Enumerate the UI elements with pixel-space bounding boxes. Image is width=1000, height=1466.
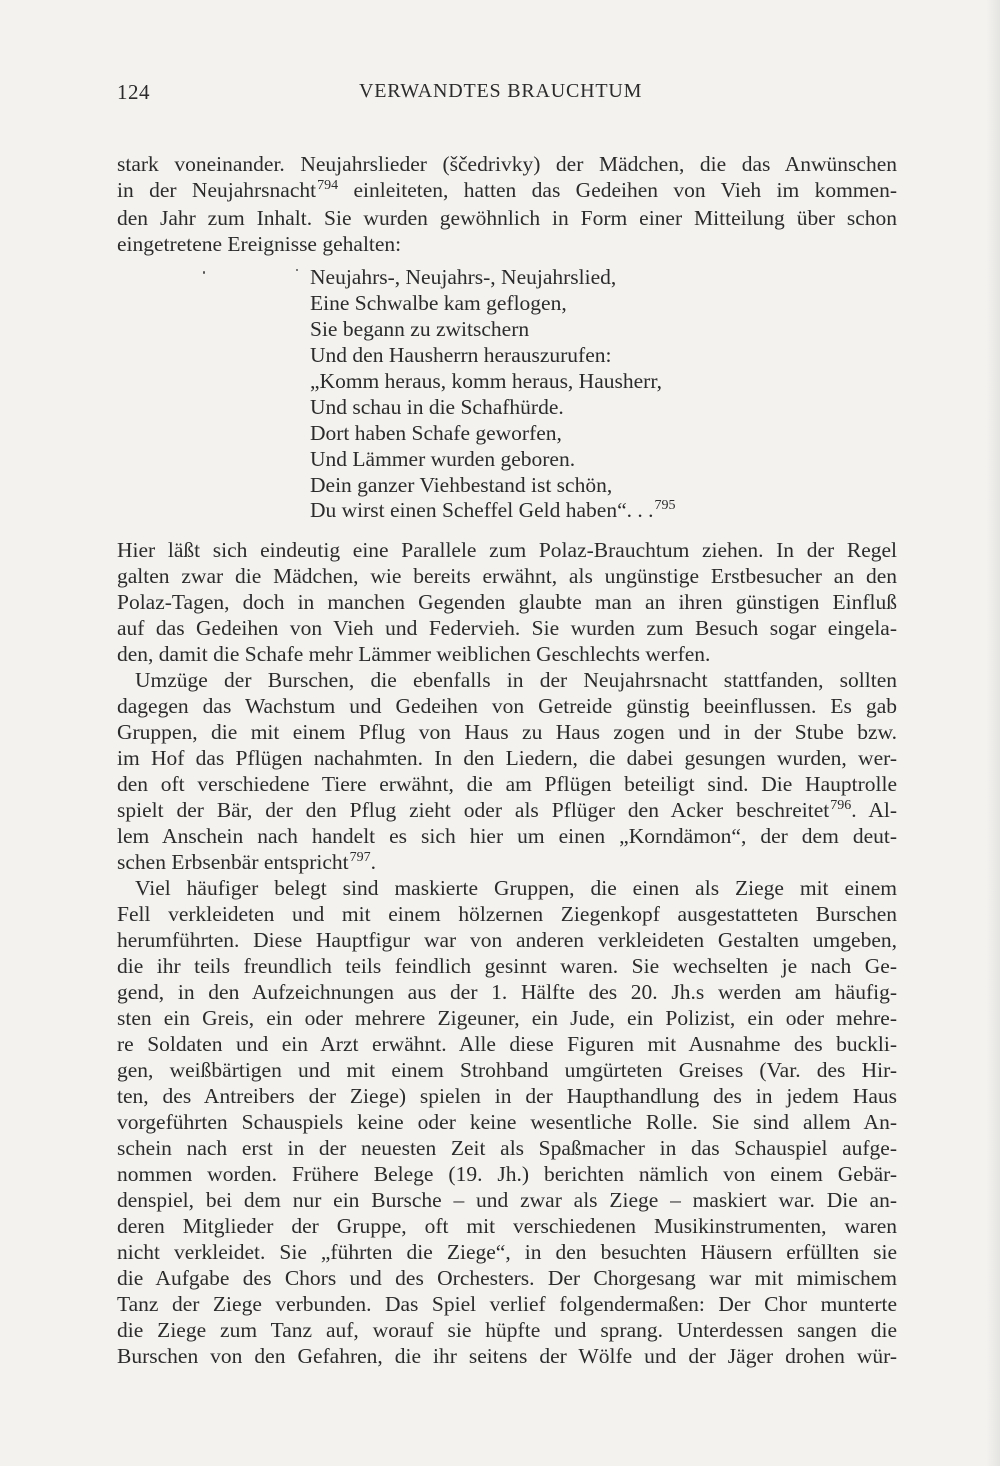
text-line: Umzüge der Burschen, die ebenfalls in der Neujahrsnacht stattfanden, sollten: [135, 668, 897, 692]
text-line: Fell verkleideten und mit einem hölzernen Ziegenkopf ausgestatteten Burschen: [117, 902, 897, 926]
footnote-ref: 794: [317, 178, 339, 193]
text-line: schein nach erst in der neuesten Zeit als Spaßmacher in das Schauspiel aufge-: [117, 1136, 897, 1160]
text-line: deren Mitglieder der Gruppe, oft mit verschiedenen Musikinstrumenten, waren: [117, 1214, 897, 1238]
text-line: Polaz-Tagen, doch in manchen Gegenden glaubte man an ihren günstigen Einfluß: [117, 590, 897, 614]
text-line: die ihr teils freundlich teils feindlich gesinnt waren. Sie wechselten je nach Ge-: [117, 954, 897, 978]
text-line: spielt der Bär, der den Pflug zieht oder als Pflüger den Acker beschreitet$^{796}$. Al-: [117, 798, 897, 822]
text-line: stark voneinander. Neujahrslieder (ščedrivky) der Mädchen, die das Anwünschen: [117, 152, 897, 176]
verse-line: Und schau in die Schafhürde.: [310, 395, 564, 419]
text-line: galten zwar die Mädchen, wie bereits erwähnt, als ungünstige Erstbesucher an den: [117, 564, 897, 588]
verse-line: „Komm heraus, komm heraus, Hausherr,: [310, 369, 662, 393]
running-head: [113, 80, 883, 110]
text-line: re Soldaten und ein Arzt erwähnt. Alle diese Figuren mit Ausnahme des buckli-: [117, 1032, 897, 1056]
running-title: VERWANDTES BRAUCHTUM: [359, 80, 643, 102]
text-line: eingetretene Ereignisse gehalten:: [117, 232, 402, 256]
page-number: 124: [117, 80, 150, 104]
scan-edge-shadow: [986, 0, 1000, 1466]
text-line: gend, in den Aufzeichnungen aus der 1. Hälfte des 20. Jh.s werden am häufig-: [117, 980, 897, 1004]
text-line: dagegen das Wachstum und Gedeihen von Getreide günstig beeinflussen. Es gab: [117, 694, 897, 718]
text-line: in der Neujahrsnacht$^{794}$ einleiteten, hatten das Gedeihen von Vieh im kommen-: [117, 178, 897, 202]
text-line: Gruppen, die mit einem Pflug von Haus zu Haus zogen und in der Stube bzw.: [117, 720, 897, 744]
text-line: auf das Gedeihen von Vieh und Federvieh. Sie wurden zum Besuch sogar eingela-: [117, 616, 897, 640]
scan-speck: [296, 269, 298, 271]
verse-line: Und den Hausherrn herauszurufen:: [310, 343, 612, 367]
text-line: die Aufgabe des Chors und des Orchesters. Der Chorgesang war mit mimischem: [117, 1266, 897, 1290]
verse-line: Dein ganzer Viehbestand ist schön,: [310, 473, 613, 497]
footnote-ref: 795: [654, 498, 676, 513]
text-line: ten, des Antreibers der Ziege) spielen in der Haupthandlung des in jedem Haus: [117, 1084, 897, 1108]
text-line: den Jahr zum Inhalt. Sie wurden gewöhnlich in Form einer Mitteilung über schon: [117, 206, 897, 230]
text-line: lem Anschein nach handelt es sich hier um einen „Korndämon“, der dem deut-: [117, 824, 897, 848]
text-line: nicht verkleidet. Sie „führten die Ziege“, in den besuchten Häusern erfüllten sie: [117, 1240, 897, 1264]
text-line: nommen worden. Frühere Belege (19. Jh.) berichten nämlich von einem Gebär-: [117, 1162, 897, 1186]
text-line: schen Erbsenbär entspricht$^{797}$.: [117, 850, 377, 874]
text-line: den, damit die Schafe mehr Lämmer weiblichen Geschlechts werfen.: [117, 642, 711, 666]
text-line: vorgeführten Schauspiels keine oder keine wesentliche Rolle. Sie sind allem An-: [117, 1110, 897, 1134]
scan-speck: [203, 271, 205, 274]
verse-line: Eine Schwalbe kam geflogen,: [310, 291, 567, 315]
text-line: Hier läßt sich eindeutig eine Parallele zum Polaz-Brauchtum ziehen. In der Regel: [117, 538, 897, 562]
text-line: gen, weißbärtigen und mit einem Strohband umgürteten Greises (Var. des Hir-: [117, 1058, 897, 1082]
text-line: denspiel, bei dem nur ein Bursche – und zwar als Ziege – maskiert war. Die an-: [117, 1188, 897, 1212]
text-line: Tanz der Ziege verbunden. Das Spiel verlief folgendermaßen: Der Chor munterte: [117, 1292, 897, 1316]
text-line: im Hof das Pflügen nachahmten. In den Liedern, die dabei gesungen wurden, wer-: [117, 746, 897, 770]
footnote-ref: 797: [349, 850, 371, 865]
verse-line: Und Lämmer wurden geboren.: [310, 447, 576, 471]
text-line: den oft verschiedene Tiere erwähnt, die am Pflügen beteiligt sind. Die Hauptrolle: [117, 772, 897, 796]
text-line: herumführten. Diese Hauptfigur war von anderen verkleideten Gestalten umgeben,: [117, 928, 897, 952]
verse-line: Dort haben Schafe geworfen,: [310, 421, 562, 445]
verse-line: Neujahrs-, Neujahrs-, Neujahrslied,: [310, 265, 617, 289]
verse-line: Sie begann zu zwitschern: [310, 317, 530, 341]
text-line: sten ein Greis, ein oder mehrere Zigeuner, ein Jude, ein Polizist, ein oder mehre-: [117, 1006, 897, 1030]
text-line: Viel häufiger belegt sind maskierte Gruppen, die einen als Ziege mit einem: [135, 876, 897, 900]
text-line: die Ziege zum Tanz auf, worauf sie hüpfte und sprang. Unterdessen sangen die: [117, 1318, 897, 1342]
footnote-ref: 796: [830, 798, 852, 813]
text-line: Burschen von den Gefahren, die ihr seitens der Wölfe und der Jäger drohen wür-: [117, 1344, 897, 1368]
verse-line: Du wirst einen Scheffel Geld haben“. . .$^{795}$: [310, 498, 676, 522]
